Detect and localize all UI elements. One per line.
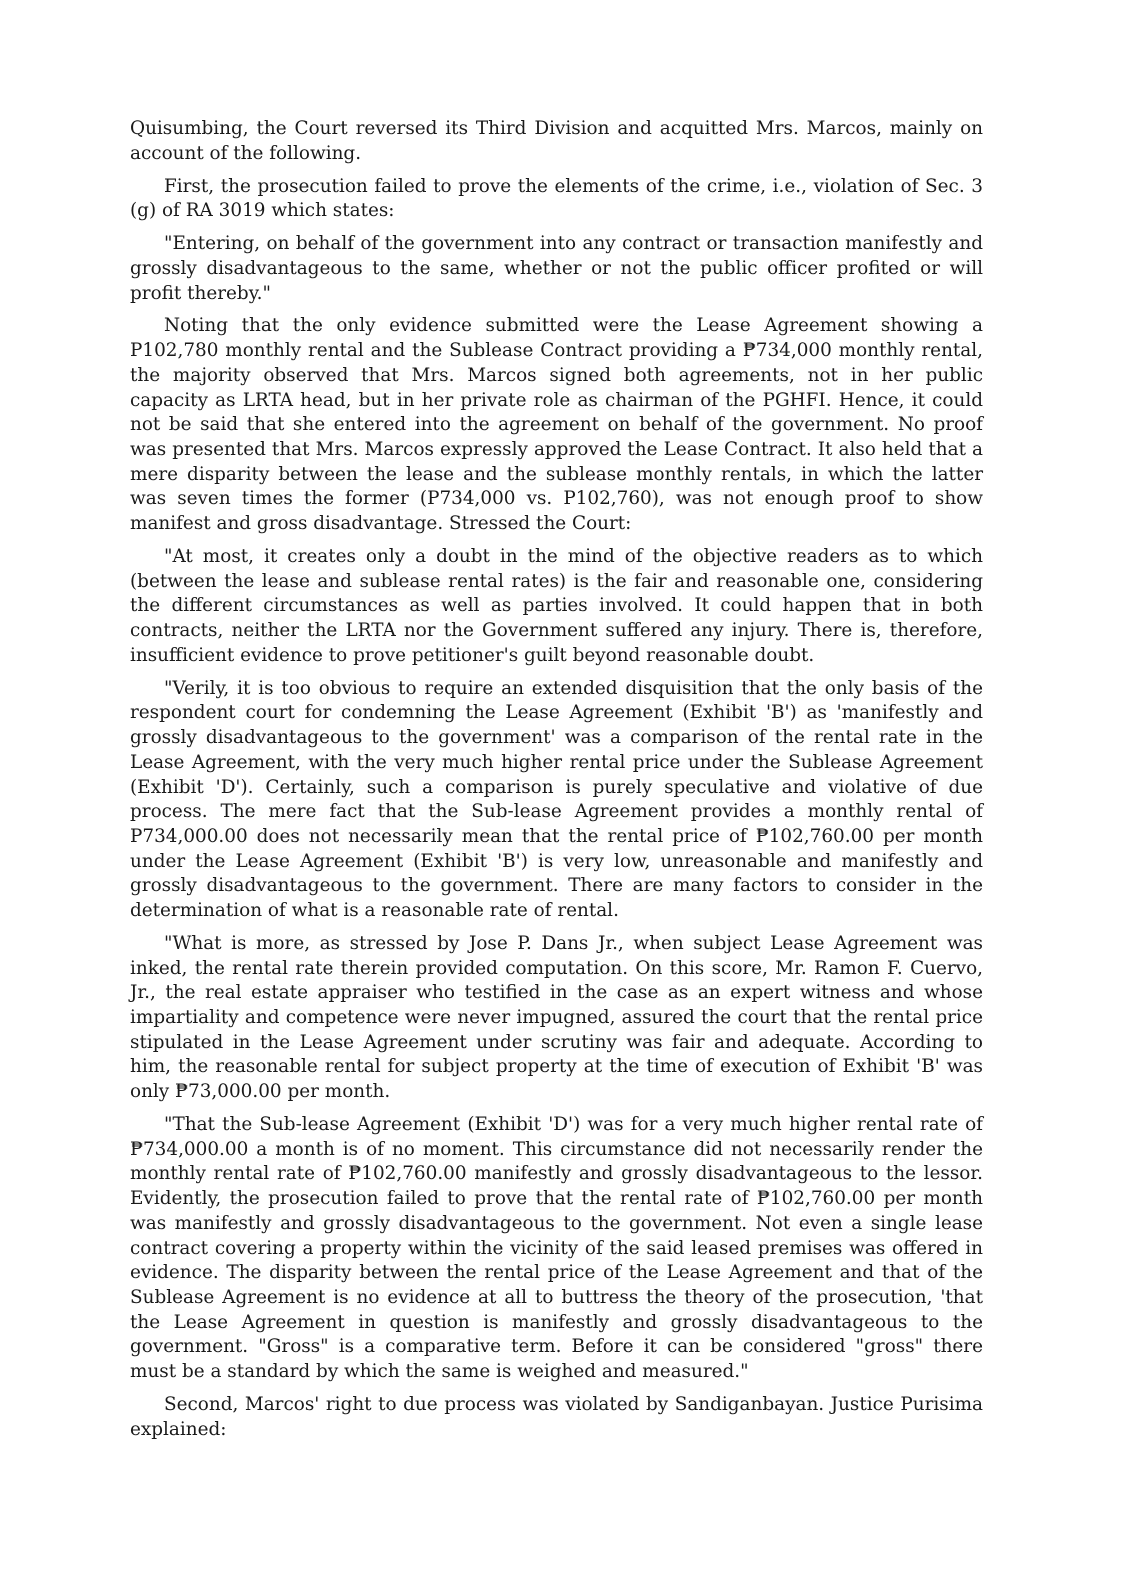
paragraph-first-reason: First, the prosecution failed to prove the elements of the crime, i.e., violation of Sec. 3 (g) of RA 3019 which states: — [130, 175, 983, 222]
paragraph-court-quote-verily: "Verily, it is too obvious to require an extended disquisition that the only basis of the respondent court for condemning the Lease Agreement (Exhibit 'B') as 'manifestly and grossly disadvantageous to the government' was a comparison of the rental rate in the Lease Agreement, with the very much higher rental price under the Sublease Agreement (Exhibit 'D'). Certainly, such a comparison is purely speculative and violative of due process. The mere fact that the Sub-lease Agreement provides a monthly rental of P734,000.00 does not necessarily mean that the rental price of ₱102,760.00 per month under the Lease Agreement (Exhibit 'B') is very low, unreasonable and manifestly and grossly disadvantageous to the government. There are many factors to consider in the determination of what is a reasonable rate of rental. — [130, 677, 983, 922]
paragraph-court-quote-doubt: "At most, it creates only a doubt in the mind of the objective readers as to which (between the lease and sublease rental rates) is the fair and reasonable one, considering the different circumstances as well as parties involved. It could happen that in both contracts, neither the LRTA nor the Government suffered any injury. There is, therefore, insufficient evidence to prove petitioner's guilt beyond reasonable doubt. — [130, 546, 983, 666]
paragraph-evidence-summary: Noting that the only evidence submitted were the Lease Agreement showing a P102,780 monthly rental and the Sublease Contract providing a ₱734,000 monthly rental, the majority observed that Mrs. Marcos signed both agreements, not in her public capacity as LRTA head, but in her private role as chairman of the PGHFI. Hence, it could not be said that she entered into the agreement on behalf of the government. No proof was presented that Mrs. Marcos expressly approved the Lease Contract. It also held that a mere disparity between the lease and the sublease monthly rentals, in which the latter was seven times the former (P734,000 vs. P102,760), was not enough proof to show manifest and gross disadvantage. Stressed the Court: — [130, 315, 983, 535]
paragraph-court-quote-what-is-more: "What is more, as stressed by Jose P. Dans Jr., when subject Lease Agreement was inked, the rental rate therein provided computation. On this score, Mr. Ramon F. Cuervo, Jr., the real estate appraiser who testified in the case as an expert witness and whose impartiality and competence were never impugned, assured the court that the rental price stipulated in the Lease Agreement under scrutiny was fair and adequate. According to him, the reasonable rental for subject property at the time of execution of Exhibit 'B' was only ₱73,000.00 per month. — [130, 932, 983, 1103]
paragraph-quoted-statute: "Entering, on behalf of the government into any contract or transaction manifestly and grossly disadvantageous to the same, whether or not the public officer profited or will profit thereby." — [130, 233, 983, 304]
paragraph-continuation: Quisumbing, the Court reversed its Third Division and acquitted Mrs. Marcos, mainly on account of the following. — [130, 118, 983, 164]
paragraph-second-reason: Second, Marcos' right to due process was violated by Sandiganbayan. Justice Purisima explained: — [130, 1393, 983, 1440]
document-page — [130, 117, 983, 1451]
paragraph-court-quote-sublease: "That the Sub-lease Agreement (Exhibit 'D') was for a very much higher rental rate of ₱734,000.00 a month is of no moment. This circumstance did not necessarily render the monthly rental rate of ₱102,760.00 manifestly and grossly disadvantageous to the lessor. Evidently, the prosecution failed to prove that the rental rate of ₱102,760.00 per month was manifestly and grossly disadvantageous to the government. Not even a single lease contract covering a property within the vicinity of the said leased premises was offered in evidence. The disparity between the rental price of the Lease Agreement and that of the Sublease Agreement is no evidence at all to buttress the theory of the prosecution, 'that the Lease Agreement in question is manifestly and grossly disadvantageous to the government. "Gross" is a comparative term. Before it can be considered "gross" there must be a standard by which the same is weighed and measured." — [130, 1114, 983, 1383]
